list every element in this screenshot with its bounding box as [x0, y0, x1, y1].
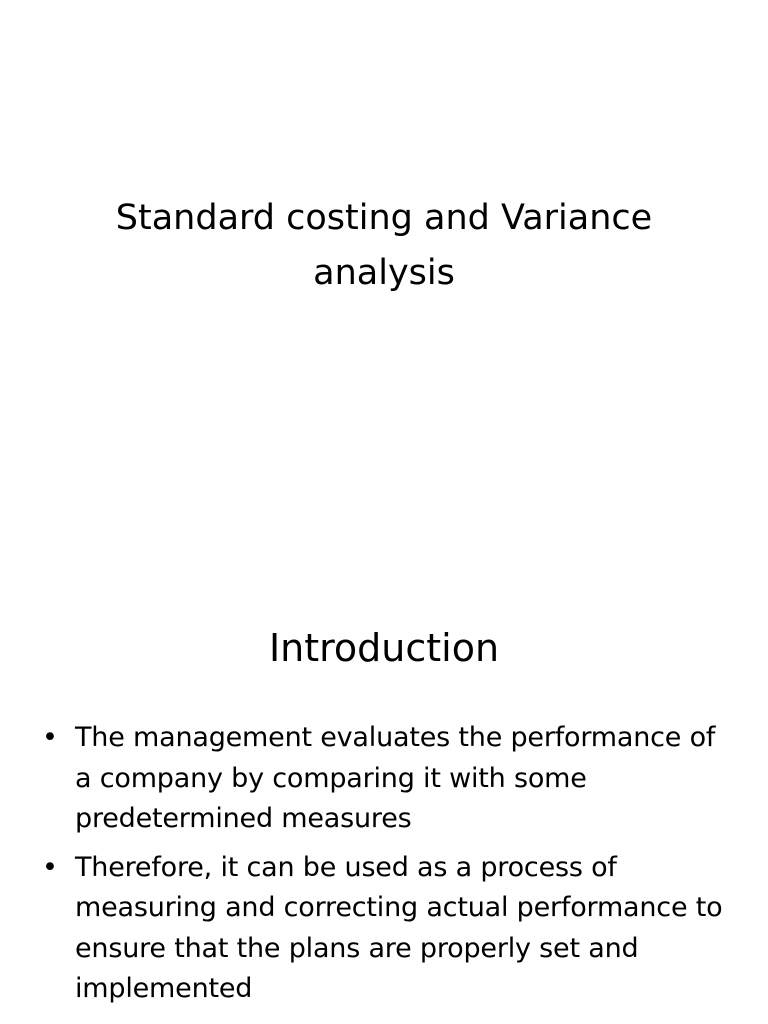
bullet-item [42, 848, 732, 1010]
section-title: Introduction [268, 626, 500, 670]
slide-title: Standard costing and Variance analysis [115, 198, 653, 293]
bullet-dot-icon: • [42, 722, 58, 753]
bullet-text: Therefore, it can be used as a process of measuring and correcting actual performance to ensure that the plans are properly set and implemented [75, 851, 723, 1004]
bullet-text: The management evaluates the performance of a company by comparing it with some predetermined measures [75, 722, 716, 834]
bullet-list [42, 718, 732, 1018]
slide-2 [0, 576, 768, 1024]
bullet-item [42, 718, 732, 840]
bullet-dot-icon: • [42, 851, 58, 883]
